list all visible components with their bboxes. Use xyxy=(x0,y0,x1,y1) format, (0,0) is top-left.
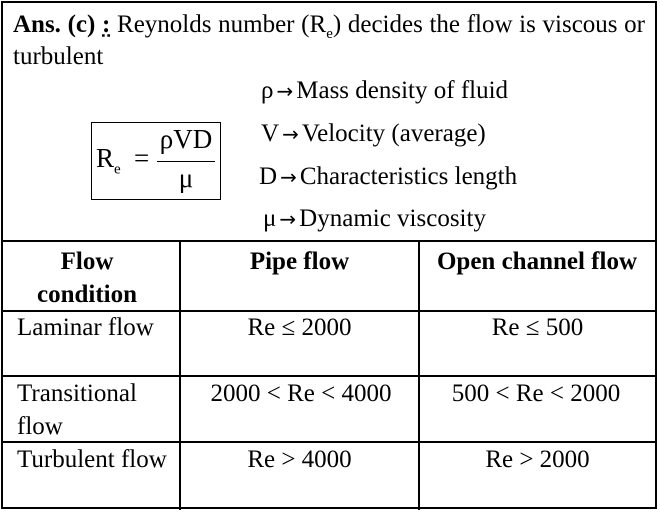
formula-r: R xyxy=(96,143,115,173)
answer-text-end: ) decides the flow is viscous or turbulent xyxy=(13,11,646,70)
header-pipe-flow: Pipe flow xyxy=(249,248,350,275)
answer-text-start: Reynolds number (R xyxy=(117,11,327,38)
header-flow-condition: Flow condition xyxy=(36,248,138,308)
legend-meaning: Dynamic viscosity xyxy=(299,205,486,232)
formula-equals: = xyxy=(134,143,150,173)
row-transitional-pipe: 2000 < Re < 4000 xyxy=(210,380,392,407)
answer-label: Ans. (c) xyxy=(13,11,96,38)
formula-numerator: ρVD xyxy=(159,124,213,154)
row-laminar-pipe: Re ≤ 2000 xyxy=(247,314,352,341)
legend-symbol: V xyxy=(261,120,280,147)
right-arrow-icon: → xyxy=(280,165,297,189)
row-turbulent-condition: Turbulent flow xyxy=(17,446,167,473)
legend-symbol: D xyxy=(259,163,278,190)
legend-symbol: ρ xyxy=(261,77,274,104)
formula-subscript: e xyxy=(114,161,121,178)
legend-line-velocity xyxy=(261,119,486,149)
flow-table xyxy=(1,240,657,510)
answer-box xyxy=(1,1,657,509)
answer-subscript: e xyxy=(326,26,333,42)
formula-lhs xyxy=(96,143,121,178)
right-arrow-icon: → xyxy=(276,79,294,103)
legend-line-density xyxy=(261,76,508,106)
row-laminar-condition: Laminar flow xyxy=(17,314,154,341)
legend-line-viscosity xyxy=(263,204,486,234)
row-turbulent-pipe: Re > 4000 xyxy=(247,446,352,473)
right-arrow-icon: → xyxy=(282,122,299,146)
answer-colon: : xyxy=(102,11,111,38)
legend-meaning: Mass density of fluid xyxy=(296,77,509,104)
legend-meaning: Velocity (average) xyxy=(301,120,486,147)
legend-meaning: Characteristics length xyxy=(299,163,518,190)
header-open-channel-flow: Open channel flow xyxy=(436,248,638,275)
reynolds-formula-box xyxy=(91,122,221,200)
legend-symbol: μ xyxy=(263,205,277,232)
row-laminar-open: Re ≤ 500 xyxy=(491,314,584,341)
row-turbulent-open: Re > 2000 xyxy=(485,446,590,473)
right-arrow-icon: → xyxy=(279,207,297,231)
legend-line-length xyxy=(259,162,517,192)
answer-paragraph xyxy=(13,9,645,73)
table-rule xyxy=(1,240,657,242)
fraction-bar xyxy=(157,161,215,162)
row-transitional-condition: Transitional flow xyxy=(17,380,137,440)
row-transitional-open: 500 < Re < 2000 xyxy=(451,380,621,407)
formula-denominator: μ xyxy=(178,163,194,193)
